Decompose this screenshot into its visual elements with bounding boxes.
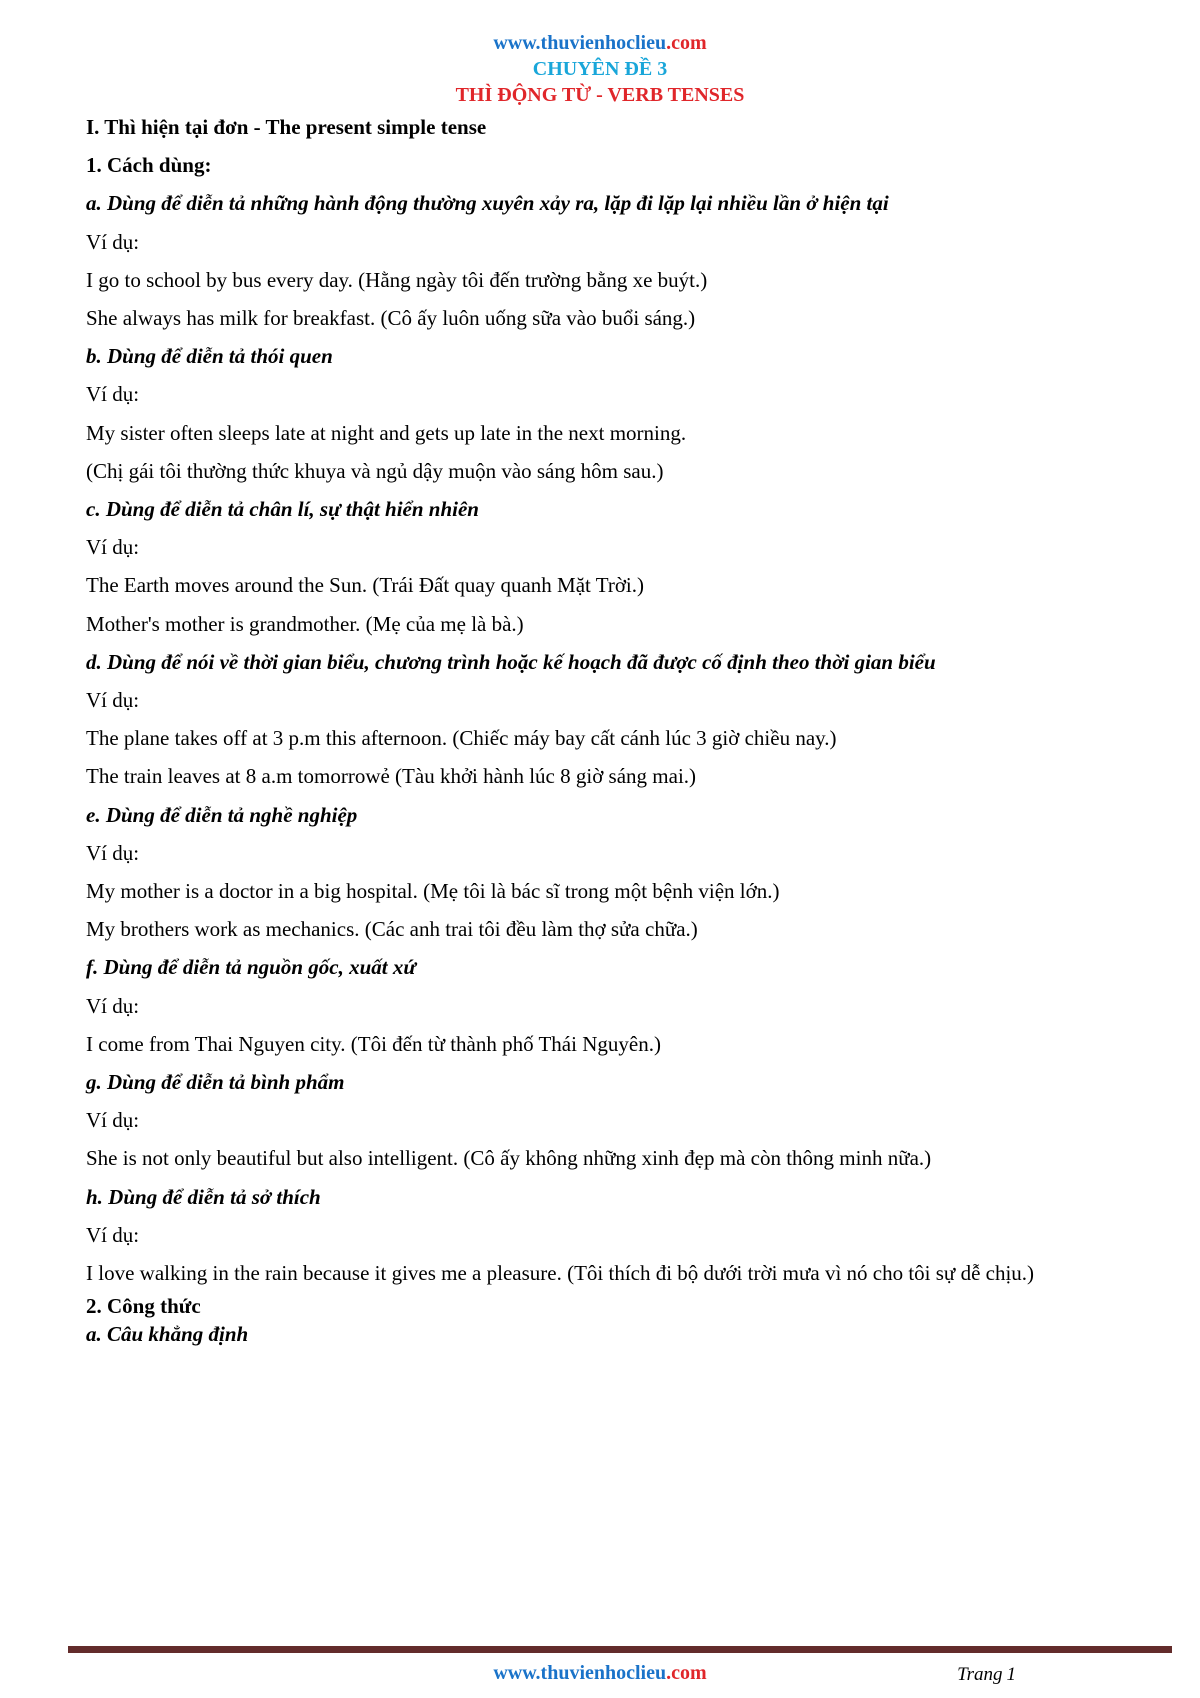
usage-block <box>86 948 1116 1063</box>
formula-heading: 2. Công thức <box>86 1294 201 1319</box>
usage-block <box>86 643 1116 796</box>
usage-subheading: a. Dùng để diễn tả những hành động thường xuyên xảy ra, lặp đi lặp lại nhiều lần ở hiện tại <box>86 191 889 216</box>
usage-subheading: b. Dùng để diễn tả thói quen <box>86 344 333 369</box>
document-body <box>86 108 1116 1348</box>
example-line: The plane takes off at 3 p.m this afternoon. (Chiếc máy bay cất cánh lúc 3 giờ chiều nay.) <box>86 726 837 751</box>
usage-subheading: f. Dùng để diễn tả nguồn gốc, xuất xứ <box>86 955 416 980</box>
document-header <box>0 30 1200 108</box>
example-label: Ví dụ: <box>86 229 140 254</box>
section-title: I. Thì hiện tại đơn - The present simple tense <box>86 115 487 139</box>
usage-block <box>86 796 1116 949</box>
footer-divider <box>68 1646 1172 1653</box>
usage-subheading: g. Dùng để diễn tả bình phẩm <box>86 1070 345 1095</box>
example-label: Ví dụ: <box>86 1108 140 1133</box>
example-line: I love walking in the rain because it gives me a pleasure. (Tôi thích đi bộ dưới trời mưa vì nó cho tôi sự dễ chịu.) <box>86 1261 1035 1286</box>
example-label: Ví dụ: <box>86 1222 140 1247</box>
document-title: THÌ ĐỘNG TỪ - VERB TENSES <box>455 84 745 106</box>
header-site-link[interactable]: www.thuvienhoclieu.com <box>493 32 707 54</box>
usage-subheading: c. Dùng để diễn tả chân lí, sự thật hiển nhiên <box>86 497 479 522</box>
example-line: The Earth moves around the Sun. (Trái Đất quay quanh Mặt Trời.) <box>86 573 645 598</box>
page-number: Trang 1 <box>957 1664 1016 1685</box>
example-line: (Chị gái tôi thường thức khuya và ngủ dậy muộn vào sáng hôm sau.) <box>86 458 664 483</box>
example-label: Ví dụ: <box>86 840 140 865</box>
usage-heading: 1. Cách dùng: <box>86 153 212 178</box>
usage-block <box>86 184 1116 337</box>
usage-block <box>86 1178 1116 1292</box>
usage-block <box>86 337 1116 490</box>
footer-site-link[interactable]: www.thuvienhoclieu.com <box>493 1662 707 1684</box>
topic-label: CHUYÊN ĐỀ 3 <box>532 58 668 80</box>
example-line: My mother is a doctor in a big hospital. (Mẹ tôi là bác sĩ trong một bệnh viện lớn.) <box>86 879 780 904</box>
example-line: I come from Thai Nguyen city. (Tôi đến từ thành phố Thái Nguyên.) <box>86 1031 661 1056</box>
example-line: The train leaves at 8 a.m tomorrowẻ (Tàu khởi hành lúc 8 giờ sáng mai.) <box>86 764 697 789</box>
example-label: Ví dụ: <box>86 382 140 407</box>
example-line: My brothers work as mechanics. (Các anh trai tôi đều làm thợ sửa chữa.) <box>86 917 698 942</box>
example-line: I go to school by bus every day. (Hằng ngày tôi đến trường bằng xe buýt.) <box>86 267 708 292</box>
example-line: She always has milk for breakfast. (Cô ấy luôn uống sữa vào buổi sáng.) <box>86 306 696 331</box>
usage-subheading: h. Dùng để diễn tả sở thích <box>86 1184 321 1209</box>
example-label: Ví dụ: <box>86 535 140 560</box>
example-line: Mother's mother is grandmother. (Mẹ của mẹ là bà.) <box>86 611 524 636</box>
example-label: Ví dụ: <box>86 993 140 1018</box>
usage-subheading: d. Dùng để nói về thời gian biểu, chương trình hoặc kế hoạch đã được cố định theo thời gian biểu <box>86 649 936 674</box>
usage-block <box>86 490 1116 643</box>
example-line: My sister often sleeps late at night and gets up late in the next morning. <box>86 420 687 445</box>
usage-subheading: e. Dùng để diễn tả nghề nghiệp <box>86 802 358 827</box>
example-line: She is not only beautiful but also intelligent. (Cô ấy không những xinh đẹp mà còn thông minh nữa.) <box>86 1146 932 1171</box>
example-label: Ví dụ: <box>86 688 140 713</box>
usage-block <box>86 1063 1116 1178</box>
formula-subheading: a. Câu khẳng định <box>86 1322 249 1347</box>
